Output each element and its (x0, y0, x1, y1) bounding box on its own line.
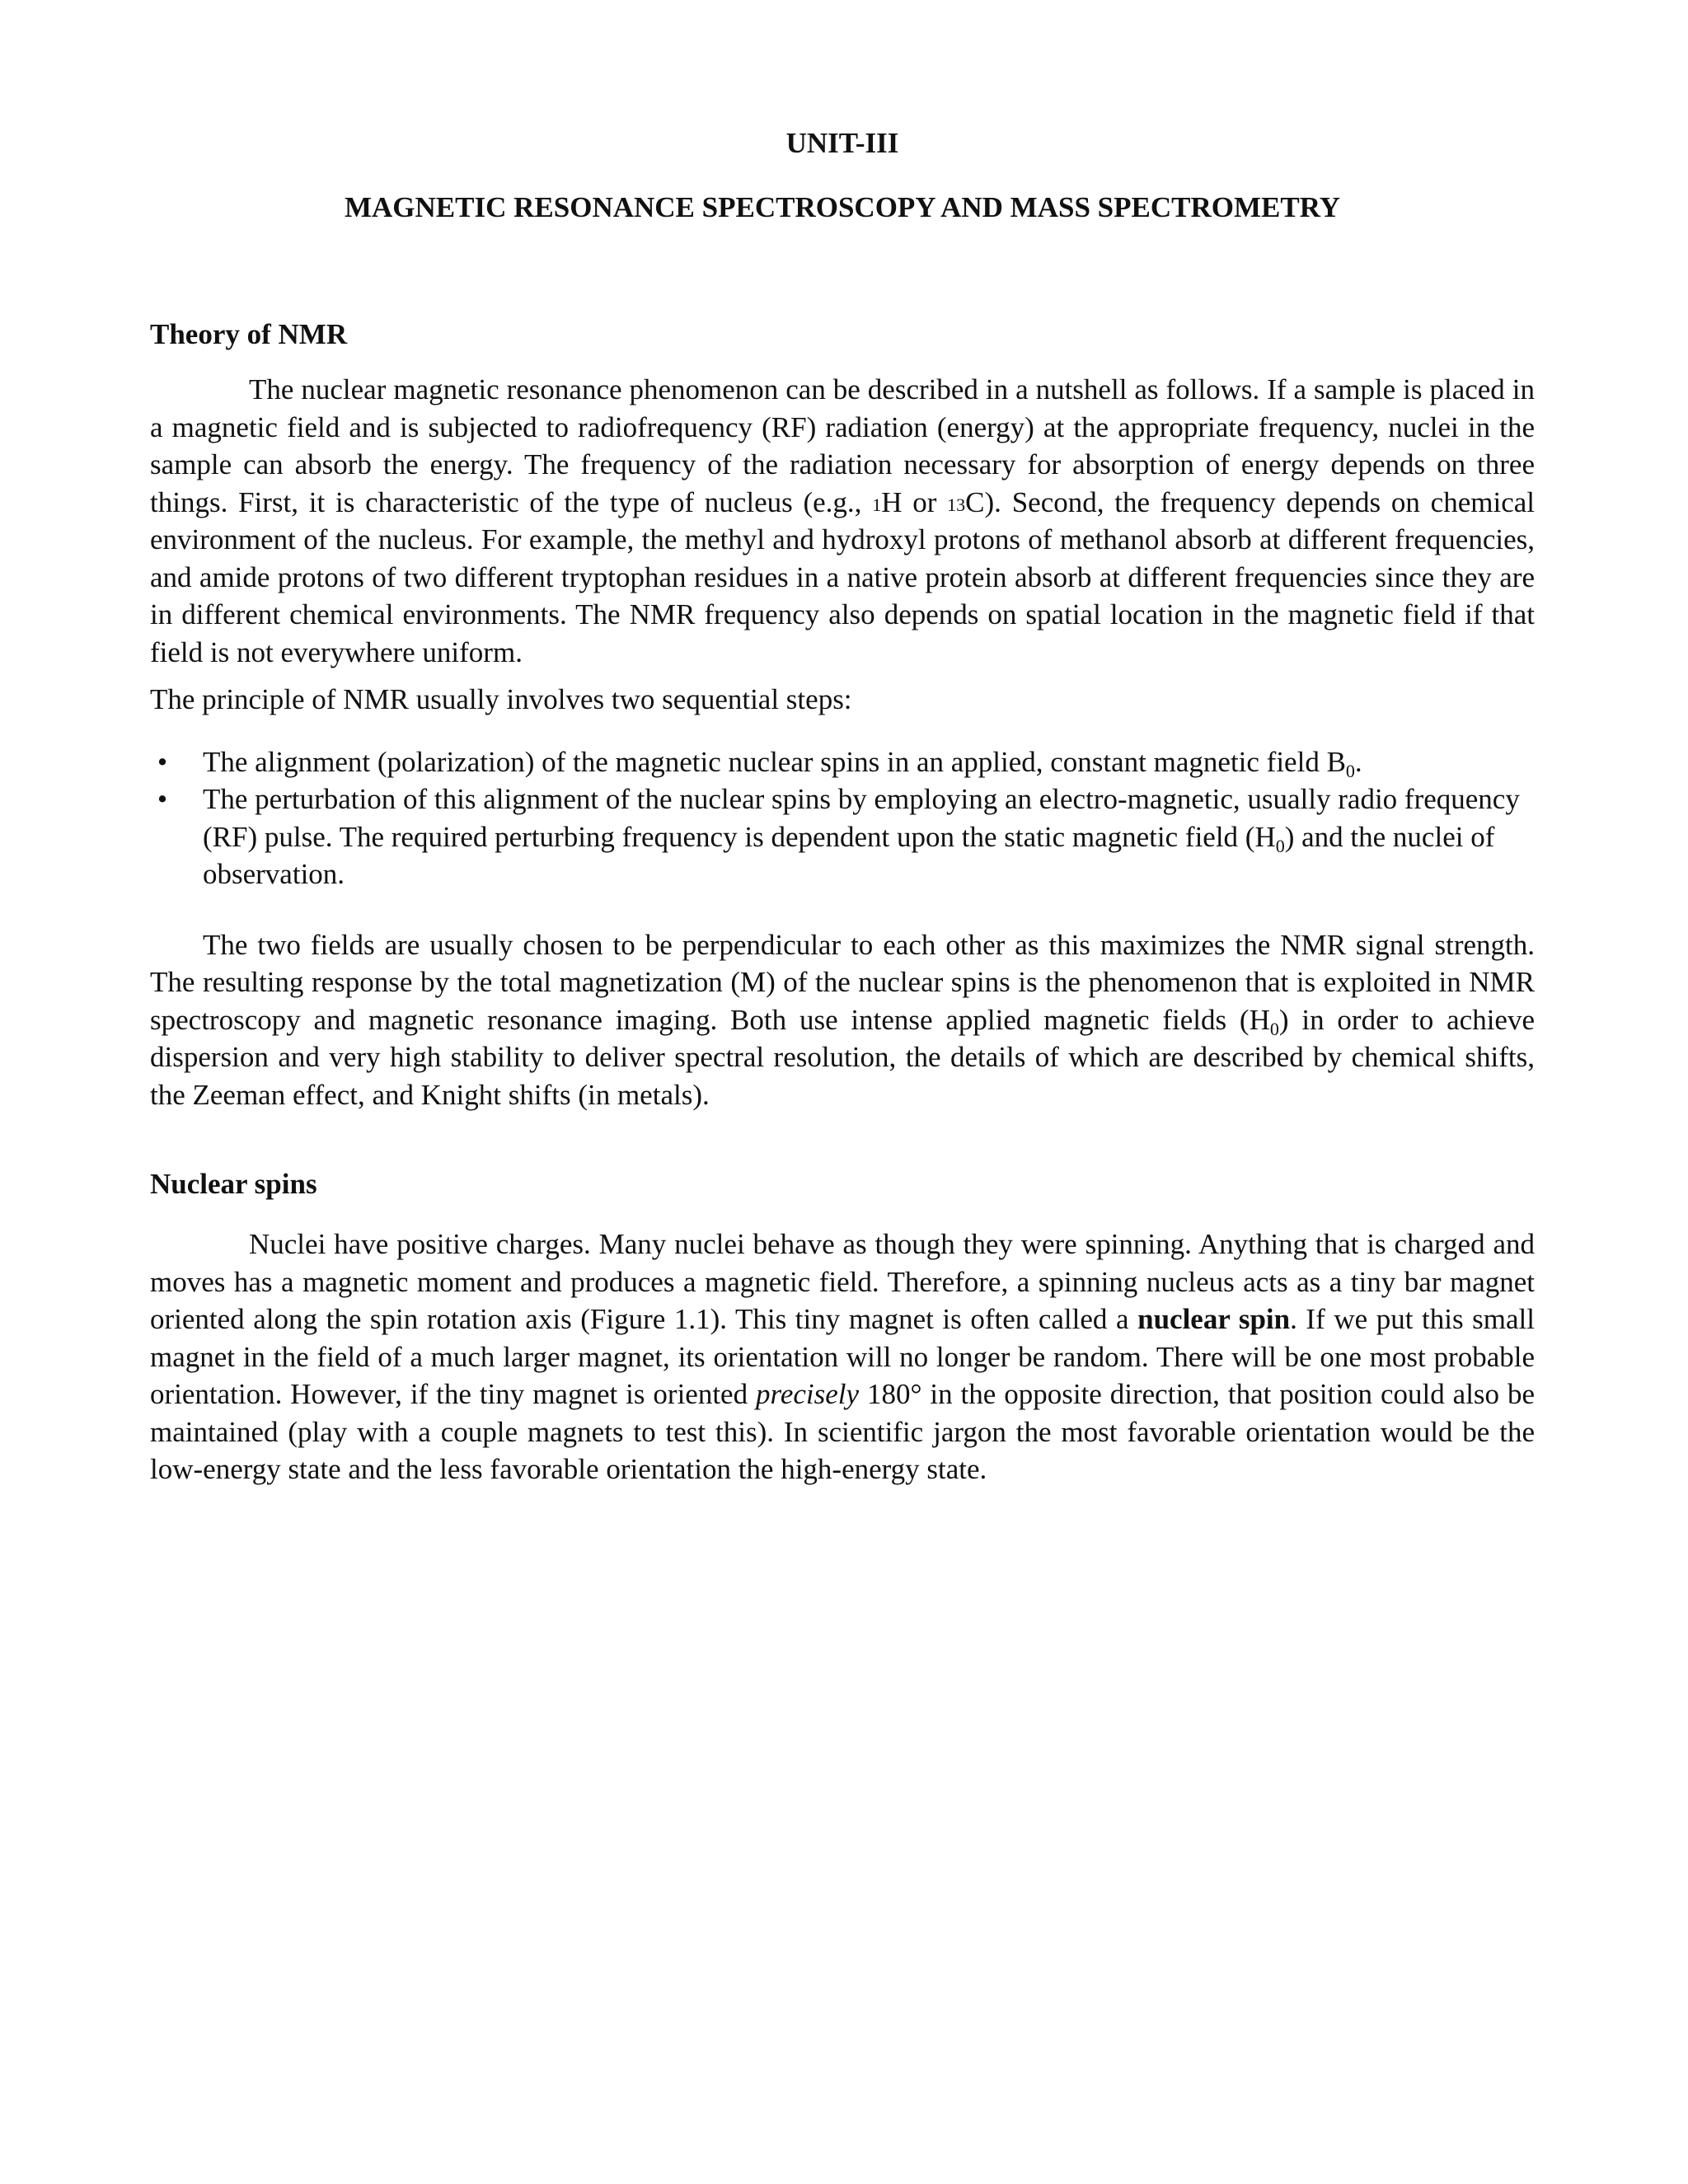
text-run: The alignment (polarization) of the magnetic nuclear spins in an applied, constant magnetic field B (203, 745, 1346, 778)
list-item (150, 780, 1535, 893)
unit-title: UNIT-III (785, 127, 899, 159)
text-run: ) and the nuclei of observation. (203, 820, 1495, 890)
document-page (150, 115, 1535, 1488)
text-run: ). Second, the frequency depends on chemical environment of the nucleus. For example, the methyl and hydroxyl protons of methanol absorb at different frequencies, and amide protons of two different tryptophan residues in a native protein absorb at different frequencies since they are in different chemical environments. The NMR frequency also depends on spatial location in the magnetic field if that field is not everywhere uniform. (150, 485, 1535, 668)
text-run: 180° in the opposite direction, that position could also be maintained (play with a couple magnets to test this). In scientific jargon the most favorable orientation would be the low-energy state and the less favorable orientation the high-energy state. (150, 1378, 1535, 1485)
italic-term: precisely (756, 1378, 860, 1410)
subscript: 0 (1275, 835, 1285, 856)
text-run: H or (881, 485, 948, 518)
nuclear-spins-paragraph (150, 1226, 1535, 1488)
text-run: The nuclear magnetic resonance phenomenon can be described in a nutshell as follows. If a sample is placed in a magnetic field and is subjected to radiofrequency (RF) radiation (energy) at the appropriate frequency, nuclei in the sample can absorb the energy. The frequency of the radiation necessary for absorption of energy depends on three things. First, it is characteristic of the type of nucleus (e.g., (150, 373, 1535, 518)
subscript: 0 (1269, 1018, 1279, 1039)
bullet-icon: • (157, 783, 168, 815)
section-heading-nuclear-spins: Nuclear spins (150, 1168, 317, 1200)
list-item (150, 743, 1535, 781)
text-run: . (1354, 745, 1362, 778)
section-heading-theory: Theory of NMR (150, 318, 348, 350)
isotope-mass-13: 13 (947, 494, 966, 515)
subscript: 0 (1345, 760, 1355, 781)
text-run: The perturbation of this alignment of the nuclear spins by employing an electro-magnetic, usually radio frequency (RF) pulse. The required perturbing frequency is dependent upon the static magnetic field (H (203, 783, 1520, 853)
text-run: . If we put this small magnet in the field of a much larger magnet, its orientation will no longer be random. There will be one most probable orientation. However, if the tiny magnet is oriented (150, 1303, 1535, 1410)
bullet-icon: • (157, 745, 168, 778)
isotope-mass-1: 1 (872, 494, 882, 515)
theory-paragraph-1 (150, 371, 1535, 671)
theory-paragraph-2: The principle of NMR usually involves two sequential steps: (150, 683, 852, 715)
text-run: C (965, 485, 985, 518)
text-run: The two fields are usually chosen to be perpendicular to each other as this maximizes the NMR signal strength. The resulting response by the total magnetization (M) of the nuclear spins is the phenomenon that is exploited in NMR spectroscopy and magnetic resonance imaging. Both use intense applied magnetic fields (H (150, 928, 1535, 1036)
chapter-title: MAGNETIC RESONANCE SPECTROSCOPY AND MASS SPECTROMETRY (344, 191, 1341, 223)
bold-term: nuclear spin (1137, 1303, 1291, 1335)
text-run: Nuclei have positive charges. Many nuclei behave as though they were spinning. Anything that is charged and moves has a magnetic moment and produces a magnetic field. Therefore, a spinning nucleus acts as a tiny bar magnet oriented along the spin rotation axis (Figure 1.1). This tiny magnet is often called a (150, 1228, 1535, 1335)
principle-steps-list (150, 743, 1535, 893)
theory-paragraph-3 (150, 926, 1535, 1114)
text-run: ) in order to achieve dispersion and very high stability to deliver spectral resolution, the details of which are described by chemical shifts, the Zeeman effect, and Knight shifts (in metals). (150, 1003, 1535, 1111)
